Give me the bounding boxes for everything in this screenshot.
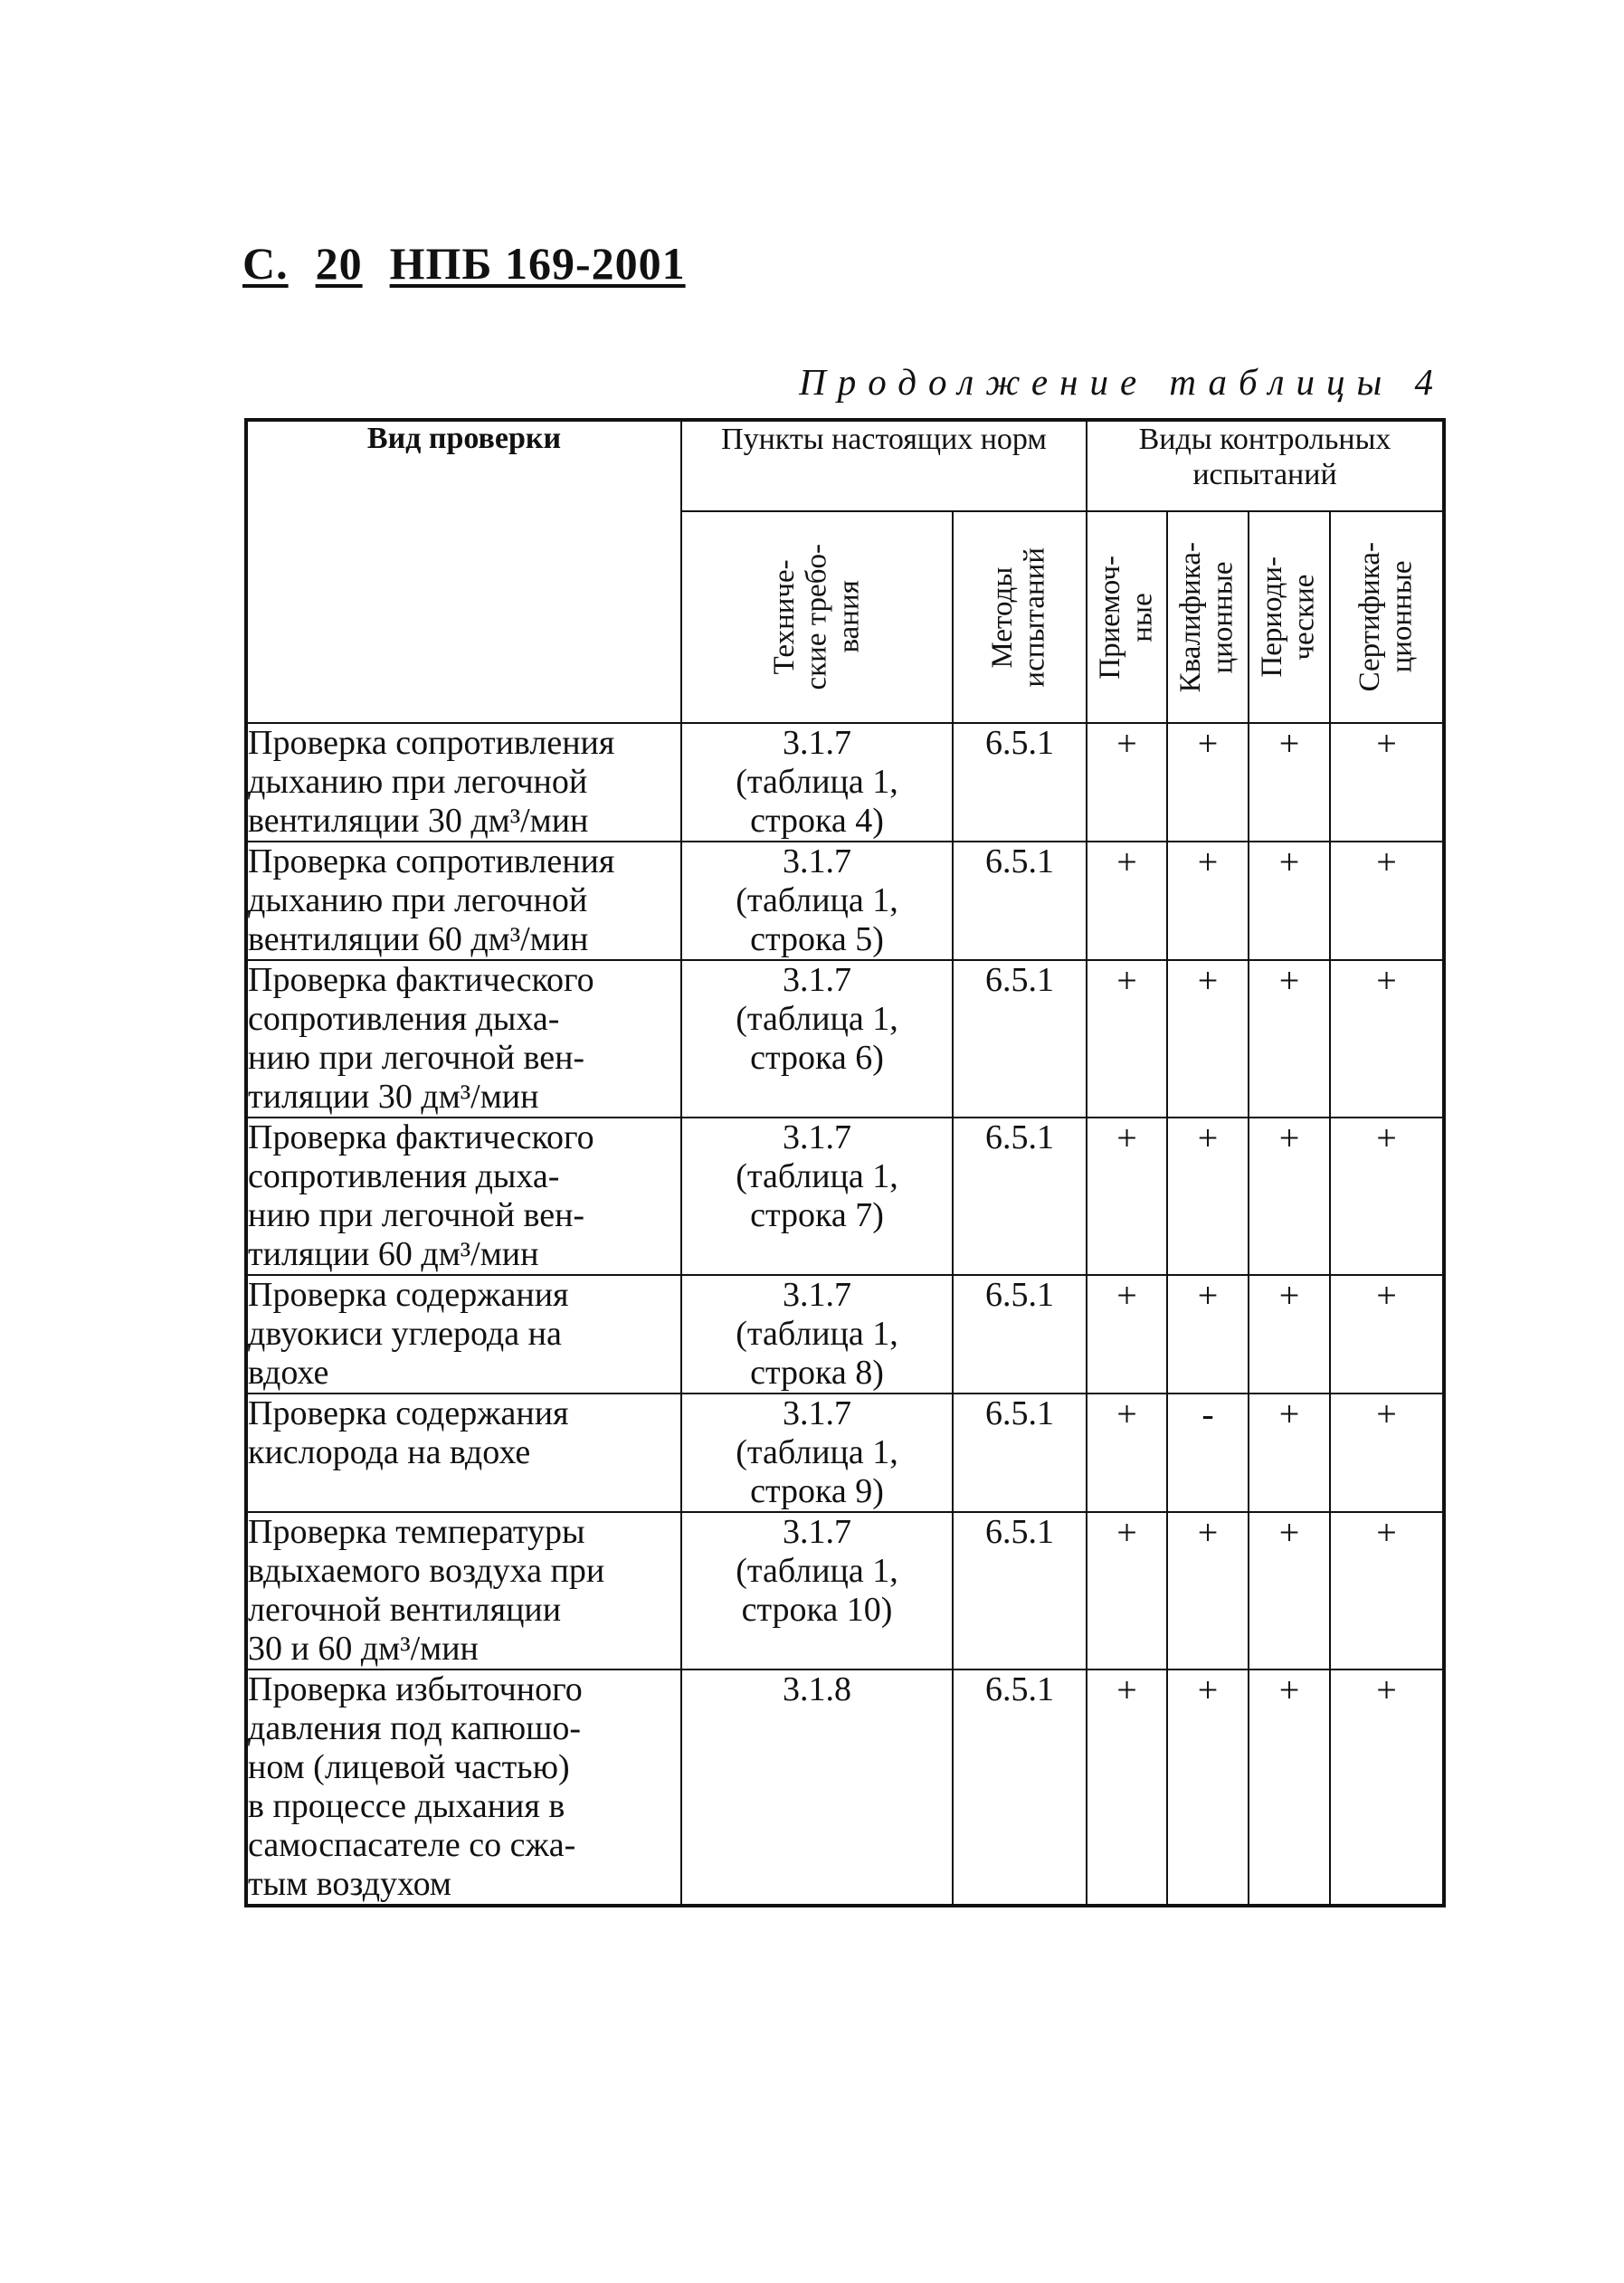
inspection-table xyxy=(244,418,1446,1907)
table-row xyxy=(246,960,1444,1118)
periodic-mark: + xyxy=(1249,1669,1330,1906)
table-row xyxy=(246,1118,1444,1275)
qualification-mark: + xyxy=(1167,723,1249,842)
requirement-cell: 3.1.7 (таблица 1, строка 7) xyxy=(681,1118,953,1275)
acceptance-mark: + xyxy=(1087,960,1167,1118)
column-header-check-type: Вид проверки xyxy=(246,420,681,723)
table-row xyxy=(246,723,1444,842)
check-name-cell: Проверка сопротивления дыханию при легочной вентиляции 60 дм³/мин xyxy=(246,842,681,960)
acceptance-mark: + xyxy=(1087,1669,1167,1906)
certification-mark: + xyxy=(1330,1275,1444,1394)
page-prefix: С. xyxy=(242,238,289,289)
column-header-methods: Методы испытаний xyxy=(953,511,1087,723)
certification-mark: + xyxy=(1330,723,1444,842)
check-name-cell: Проверка избыточного давления под капюшо- ном (лицевой частью) в процессе дыхания в самоспасателе со сжа- тым воздухом xyxy=(246,1669,681,1906)
page-header xyxy=(242,237,686,290)
acceptance-mark: + xyxy=(1087,1512,1167,1669)
table-row xyxy=(246,1394,1444,1512)
method-cell: 6.5.1 xyxy=(953,842,1087,960)
table-row xyxy=(246,842,1444,960)
column-header-periodic: Периоди- ческие xyxy=(1249,511,1330,723)
acceptance-mark: + xyxy=(1087,842,1167,960)
certification-mark: + xyxy=(1330,842,1444,960)
requirement-cell: 3.1.8 xyxy=(681,1669,953,1906)
periodic-mark: + xyxy=(1249,960,1330,1118)
document-code: НПБ 169-2001 xyxy=(389,238,686,289)
periodic-mark: + xyxy=(1249,723,1330,842)
requirement-cell: 3.1.7 (таблица 1, строка 4) xyxy=(681,723,953,842)
method-cell: 6.5.1 xyxy=(953,1118,1087,1275)
acceptance-mark: + xyxy=(1087,1275,1167,1394)
certification-mark: + xyxy=(1330,1118,1444,1275)
requirement-cell: 3.1.7 (таблица 1, строка 5) xyxy=(681,842,953,960)
check-name-cell: Проверка сопротивления дыханию при легочной вентиляции 30 дм³/мин xyxy=(246,723,681,842)
requirement-cell: 3.1.7 (таблица 1, строка 8) xyxy=(681,1275,953,1394)
method-cell: 6.5.1 xyxy=(953,1394,1087,1512)
qualification-mark: - xyxy=(1167,1394,1249,1512)
method-cell: 6.5.1 xyxy=(953,1275,1087,1394)
requirement-cell: 3.1.7 (таблица 1, строка 10) xyxy=(681,1512,953,1669)
qualification-mark: + xyxy=(1167,1275,1249,1394)
column-group-test-types: Виды контрольных испытаний xyxy=(1087,420,1444,511)
qualification-mark: + xyxy=(1167,842,1249,960)
qualification-mark: + xyxy=(1167,1669,1249,1906)
periodic-mark: + xyxy=(1249,1275,1330,1394)
column-header-qualification: Квалифика- ционные xyxy=(1167,511,1249,723)
table-continuation-label: Продолжение таблицы 4 xyxy=(799,361,1445,403)
requirement-cell: 3.1.7 (таблица 1, строка 9) xyxy=(681,1394,953,1512)
method-cell: 6.5.1 xyxy=(953,1512,1087,1669)
check-name-cell: Проверка температуры вдыхаемого воздуха при легочной вентиляции 30 и 60 дм³/мин xyxy=(246,1512,681,1669)
column-header-certification: Сертифика- ционные xyxy=(1330,511,1444,723)
method-cell: 6.5.1 xyxy=(953,960,1087,1118)
requirement-cell: 3.1.7 (таблица 1, строка 6) xyxy=(681,960,953,1118)
qualification-mark: + xyxy=(1167,1512,1249,1669)
check-name-cell: Проверка содержания кислорода на вдохе xyxy=(246,1394,681,1512)
method-cell: 6.5.1 xyxy=(953,1669,1087,1906)
periodic-mark: + xyxy=(1249,1118,1330,1275)
certification-mark: + xyxy=(1330,1669,1444,1906)
periodic-mark: + xyxy=(1249,842,1330,960)
column-group-clauses: Пункты настоящих норм xyxy=(681,420,1087,511)
table-row xyxy=(246,1275,1444,1394)
certification-mark: + xyxy=(1330,1512,1444,1669)
acceptance-mark: + xyxy=(1087,723,1167,842)
column-header-requirements: Техниче- ские требо- вания xyxy=(681,511,953,723)
method-cell: 6.5.1 xyxy=(953,723,1087,842)
column-header-acceptance: Приемоч- ные xyxy=(1087,511,1167,723)
acceptance-mark: + xyxy=(1087,1118,1167,1275)
check-name-cell: Проверка содержания двуокиси углерода на вдохе xyxy=(246,1275,681,1394)
certification-mark: + xyxy=(1330,1394,1444,1512)
periodic-mark: + xyxy=(1249,1394,1330,1512)
check-name-cell: Проверка фактического сопротивления дыха- нию при легочной вен- тиляции 60 дм³/мин xyxy=(246,1118,681,1275)
periodic-mark: + xyxy=(1249,1512,1330,1669)
qualification-mark: + xyxy=(1167,1118,1249,1275)
acceptance-mark: + xyxy=(1087,1394,1167,1512)
qualification-mark: + xyxy=(1167,960,1249,1118)
certification-mark: + xyxy=(1330,960,1444,1118)
table-row xyxy=(246,1512,1444,1669)
page-number: 20 xyxy=(315,238,363,289)
table-row xyxy=(246,1669,1444,1906)
check-name-cell: Проверка фактического сопротивления дыха- нию при легочной вен- тиляции 30 дм³/мин xyxy=(246,960,681,1118)
